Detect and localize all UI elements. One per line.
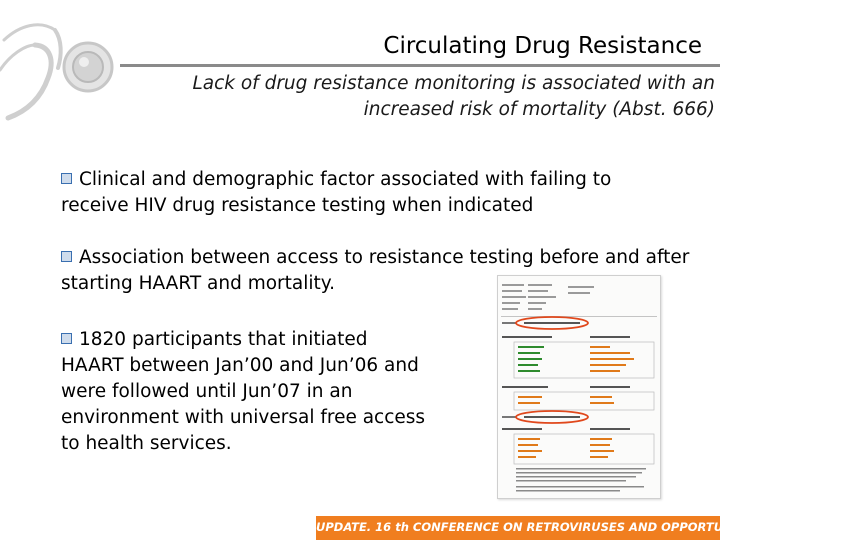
bullet-item — [61, 167, 681, 219]
bullet-item — [61, 327, 431, 457]
resistance-report-image — [497, 275, 661, 499]
slide-title: Circulating Drug Resistance — [383, 33, 702, 59]
checkbox-bullet-icon — [61, 333, 72, 344]
footer-text: UPDATE. 16 th CONFERENCE ON RETROVIRUSES AND OPPORTUNISTIC INFECTIONS — [316, 520, 848, 534]
bullet-text: Clinical and demographic factor associated with failing to receive HIV drug resistance testing when indicated — [61, 169, 612, 216]
conference-footer — [316, 516, 848, 540]
checkbox-bullet-icon — [61, 173, 72, 184]
title-divider — [120, 64, 720, 67]
slide-subtitle: Lack of drug resistance monitoring is associated with an increased risk of mortality (Abst. 666) — [192, 73, 715, 120]
bullet-text: 1820 participants that initiated HAART between Jan’00 and Jun’06 and were followed until Jun’07 in an environment with universal free access to health services. — [61, 329, 426, 454]
bullet-text: Association between access to resistance testing before and after starting HAART and mortality. — [61, 247, 690, 294]
checkbox-bullet-icon — [61, 251, 72, 262]
